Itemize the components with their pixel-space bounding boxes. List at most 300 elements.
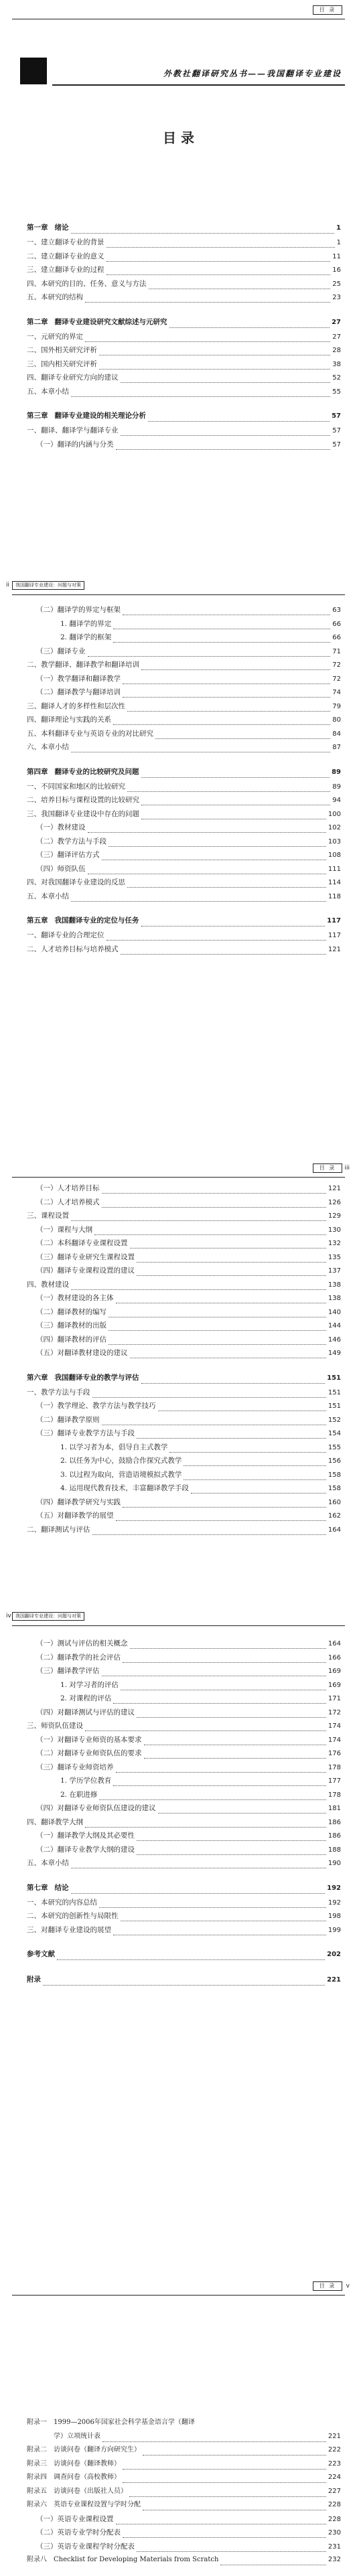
toc-entry[interactable] <box>27 1322 341 1336</box>
toc-entry-text: （三）翻译专业教学方法与手段 <box>36 1429 135 1437</box>
dot-leader <box>88 827 326 833</box>
toc-page-number: 138 <box>328 1281 341 1289</box>
toc-entry-title <box>36 1226 92 1234</box>
header-rule <box>12 1177 345 1178</box>
toc-chapter-entry[interactable] <box>27 1884 341 1899</box>
toc-entry-text: （二）教学方法与手段 <box>36 837 106 846</box>
toc-page-number: 89 <box>332 783 341 791</box>
toc-entry[interactable] <box>27 1309 341 1323</box>
toc-entry[interactable] <box>27 634 341 648</box>
toc-entry[interactable] <box>27 852 341 866</box>
toc-entry-text: （二）翻译教学原则 <box>36 1415 100 1424</box>
toc-entry-title <box>36 866 86 873</box>
toc-entry[interactable] <box>27 1430 341 1444</box>
toc-entry[interactable] <box>27 797 341 811</box>
toc-entry[interactable] <box>27 838 341 852</box>
toc-entry[interactable] <box>27 374 341 388</box>
toc-entry[interactable] <box>27 1512 341 1526</box>
toc-entry[interactable] <box>27 1526 341 1540</box>
toc-entry-text: 一、本研究的内容总结 <box>27 1898 97 1907</box>
running-header-toc <box>313 5 342 15</box>
toc-entry-text: （一）翻译的内涵与分类 <box>36 440 114 449</box>
toc-page-number: 25 <box>332 280 341 288</box>
toc-entry-text: （四）师资队伍 <box>36 864 86 873</box>
toc-entry[interactable] <box>27 2557 341 2571</box>
toc-entry-title <box>36 1417 100 1424</box>
toc-entry[interactable] <box>27 1444 341 1458</box>
toc-chapter-entry[interactable] <box>27 224 341 239</box>
toc-list-5 <box>27 2419 341 2571</box>
toc-entry-title <box>27 917 139 924</box>
dot-leader <box>102 1202 326 1208</box>
toc-entry-title <box>27 388 69 396</box>
toc-entry-title <box>27 2433 100 2440</box>
toc-page-number: 169 <box>328 1668 341 1675</box>
toc-entry[interactable] <box>27 1199 341 1213</box>
toc-page-number: 162 <box>328 1512 341 1520</box>
toc-page-number: 108 <box>328 852 341 859</box>
toc-page-number: 117 <box>327 917 341 924</box>
toc-entry-title <box>60 1695 111 1702</box>
toc-entry[interactable] <box>27 1226 341 1240</box>
dot-leader <box>127 787 330 792</box>
toc-entry-title <box>36 441 114 449</box>
toc-entry[interactable] <box>27 2488 341 2502</box>
toc-chapter-entry[interactable] <box>27 319 341 333</box>
toc-entry[interactable] <box>27 2516 341 2530</box>
toc-entry[interactable] <box>27 253 341 267</box>
chapter-number: 第五章 <box>27 916 48 924</box>
running-header-toc <box>313 1163 350 1173</box>
toc-entry[interactable] <box>27 893 341 907</box>
toc-entry-text: 2. 对课程的评估 <box>60 1694 112 1702</box>
dot-leader <box>106 270 331 275</box>
toc-entry-title <box>36 1737 142 1744</box>
toc-entry-title <box>60 634 111 641</box>
toc-entry-text: 二、教学翻译、翻译教学和翻译培训 <box>27 661 139 669</box>
toc-page-number: 154 <box>328 1430 341 1437</box>
toc-entry[interactable] <box>27 2529 341 2543</box>
toc-entry-title <box>60 1682 119 1689</box>
dot-leader <box>92 1530 326 1535</box>
dot-leader <box>121 1916 326 1921</box>
toc-entry-text: （三）翻译专业师资培养 <box>36 1763 114 1771</box>
toc-entry[interactable] <box>27 1791 341 1805</box>
toc-entry-text: 2. 翻译学的框架 <box>60 633 112 641</box>
dot-leader <box>71 1863 326 1868</box>
dot-leader <box>137 1271 326 1276</box>
toc-page-number: 132 <box>328 1240 341 1247</box>
toc-entry-text: （一）教材建设的各主体 <box>36 1294 114 1302</box>
toc-entry[interactable] <box>27 1819 341 1833</box>
section-gap <box>27 1364 341 1374</box>
dot-leader <box>85 337 330 342</box>
toc-chapter-entry[interactable] <box>27 1374 341 1389</box>
toc-entry[interactable] <box>27 388 341 402</box>
toc-page-number: 89 <box>332 768 341 776</box>
toc-entry[interactable] <box>27 2461 341 2475</box>
toc-entry-title <box>27 2557 218 2563</box>
toc-entry[interactable] <box>27 427 341 441</box>
toc-entry-text: 附录六 英语专业课程设置与学时分配 <box>27 2501 141 2508</box>
dot-leader <box>123 2532 326 2538</box>
toc-entry-title <box>27 1860 69 1867</box>
toc-entry-text: （一）课程与大纲 <box>36 1225 92 1234</box>
toc-entry-title <box>27 2474 121 2481</box>
toc-entry[interactable] <box>27 1417 341 1431</box>
toc-entry[interactable] <box>27 932 341 946</box>
dot-leader <box>169 323 330 328</box>
toc-entry-text: （四）翻译教学研究与实践 <box>36 1498 121 1506</box>
toc-entry-title <box>27 319 167 326</box>
toc-entry[interactable] <box>27 2433 341 2447</box>
toc-entry-text: 附录八 Checklist for Developing Materials from Scratch <box>27 2556 219 2563</box>
dot-leader <box>127 706 330 712</box>
toc-entry-title <box>27 253 104 260</box>
dot-leader <box>143 2505 326 2510</box>
toc-entry-title <box>36 1336 106 1344</box>
toc-page-number: 55 <box>332 388 341 396</box>
toc-entry-text: （一）教学翻译和翻译教学 <box>36 674 121 683</box>
chapter-number: 第二章 <box>27 317 48 326</box>
toc-page-number: 74 <box>332 689 341 696</box>
toc-entry[interactable] <box>27 1389 341 1403</box>
toc-page-number: 164 <box>328 1526 341 1534</box>
dot-leader <box>123 610 330 615</box>
toc-entry-text: 二、培养目标与课程设置的比较研究 <box>27 796 139 804</box>
toc-entry[interactable] <box>27 1457 341 1471</box>
toc-entry-title <box>36 1309 106 1316</box>
dot-leader <box>102 855 326 860</box>
toc-entry[interactable] <box>27 1737 341 1751</box>
page-number: ii <box>6 582 10 588</box>
dot-leader <box>99 1795 326 1800</box>
toc-entry[interactable] <box>27 946 341 960</box>
toc-entry-text: （五）对翻译教学的展望 <box>36 1512 114 1520</box>
toc-entry[interactable] <box>27 1832 341 1846</box>
dot-leader <box>116 1298 326 1303</box>
toc-entry[interactable] <box>27 621 341 635</box>
toc-page-number: 146 <box>328 1336 341 1344</box>
toc-entry-title <box>36 1185 100 1192</box>
toc-entry[interactable] <box>27 1499 341 1513</box>
toc-entry-text: 三、我国翻译专业建设中存在的问题 <box>27 809 139 818</box>
toc-entry-title <box>27 1884 69 1892</box>
toc-entry[interactable] <box>27 2474 341 2488</box>
toc-page-number: 118 <box>328 892 341 900</box>
toc-entry-text: （四）对翻译专业师资队伍建设的建议 <box>36 1804 156 1812</box>
toc-entry-title <box>27 224 69 232</box>
toc-entry[interactable] <box>27 1682 341 1696</box>
dot-leader <box>109 1340 326 1345</box>
header-label: 我国翻译专业建设：问题与对策 <box>15 1613 81 1619</box>
toc-page-number: 224 <box>328 2474 341 2481</box>
page-number: v <box>346 2282 350 2289</box>
dot-leader <box>113 720 330 725</box>
toc-entry[interactable] <box>27 1640 341 1654</box>
toc-entry-text: 一、翻译、翻译学与翻译专业 <box>27 426 119 434</box>
toc-entry-title <box>27 730 153 738</box>
toc-page-number: 87 <box>332 744 341 751</box>
toc-entry-title <box>36 838 106 846</box>
toc-page-number: 228 <box>328 2501 341 2508</box>
toc-page-number: 178 <box>328 1791 341 1799</box>
toc-entry[interactable] <box>27 1471 341 1485</box>
toc-entry[interactable] <box>27 1281 341 1295</box>
dot-leader <box>106 256 331 262</box>
toc-entry-text: 结论 <box>54 1883 69 1892</box>
toc-entry-title <box>27 703 125 710</box>
toc-entry-text: 四、翻译理论与实践的关系 <box>27 716 111 724</box>
toc-page-number: 181 <box>328 1805 341 1812</box>
toc-entry-text: 1. 学历学位教育 <box>60 1777 112 1785</box>
toc-entry-title <box>27 280 147 288</box>
toc-entry[interactable] <box>27 675 341 690</box>
toc-entry-title <box>27 2502 141 2508</box>
dot-leader <box>127 882 326 888</box>
toc-entry[interactable] <box>27 1695 341 1709</box>
toc-chapter-entry[interactable] <box>27 769 341 783</box>
toc-entry-text: 翻译专业建设的相关理论分析 <box>54 412 146 420</box>
dot-leader <box>113 1698 326 1704</box>
dot-leader <box>137 1257 326 1263</box>
toc-entry-title <box>27 2488 127 2495</box>
toc-entry-text: 五、本章小结 <box>27 387 69 396</box>
toc-entry-text: 2. 以任务为中心，鼓励合作探究式教学 <box>60 1457 182 1465</box>
toc-entry-title <box>27 333 83 341</box>
dot-leader <box>155 734 330 739</box>
toc-entry[interactable] <box>27 1860 341 1874</box>
toc-entry[interactable] <box>27 239 341 253</box>
toc-entry-title <box>36 1402 156 1410</box>
toc-entry-title <box>27 661 139 669</box>
toc-entry[interactable] <box>27 1267 341 1281</box>
dot-leader <box>141 814 326 819</box>
dot-leader <box>158 1406 326 1411</box>
toc-entry[interactable] <box>27 1805 341 1819</box>
toc-entry-text: 一、元研究的界定 <box>27 332 83 341</box>
toc-entry[interactable] <box>27 1212 341 1226</box>
toc-entry[interactable] <box>27 661 341 675</box>
toc-page-number: 27 <box>332 333 341 341</box>
toc-entry-title <box>27 1374 139 1382</box>
toc-entry[interactable] <box>27 266 341 280</box>
toc-entry-title <box>36 1709 135 1716</box>
toc-entry[interactable] <box>27 866 341 880</box>
toc-page-number: 117 <box>328 932 341 939</box>
toc-entry[interactable] <box>27 703 341 717</box>
dot-leader <box>158 1808 326 1814</box>
running-header-series <box>6 581 84 590</box>
toc-entry[interactable] <box>27 1336 341 1350</box>
toc-entry[interactable] <box>27 2419 341 2433</box>
toc-entry-text: （二）翻译专业教学大纲的建设 <box>36 1845 135 1854</box>
toc-page-number: 63 <box>332 607 341 614</box>
toc-entry[interactable] <box>27 2502 341 2516</box>
toc-entry-text: （三）翻译教学评估 <box>36 1667 100 1675</box>
chapter-number: 第一章 <box>27 224 48 232</box>
toc-entry[interactable] <box>27 730 341 744</box>
toc-entry-text: 三、建立翻译专业的过程 <box>27 266 104 274</box>
toc-entry-title <box>27 744 69 751</box>
toc-entry[interactable] <box>27 1709 341 1723</box>
toc-entry-text: 二、国外相关研究评析 <box>27 346 97 354</box>
toc-entry-title <box>27 946 119 953</box>
toc-chapter-entry[interactable] <box>27 1951 341 1965</box>
toc-entry-text: （三）英语专业课程学时分配表 <box>36 2542 135 2551</box>
dot-leader <box>169 1447 326 1453</box>
dot-leader <box>220 2560 326 2565</box>
toc-page-1 <box>0 0 357 576</box>
toc-entry[interactable] <box>27 1402 341 1417</box>
toc-entry-text: 二、人才培养目标与培养模式 <box>27 945 119 953</box>
toc-entry[interactable] <box>27 1927 341 1941</box>
toc-entry-text: 绪论 <box>54 224 69 232</box>
toc-entry[interactable] <box>27 2543 341 2557</box>
toc-entry-title <box>27 347 97 354</box>
toc-entry[interactable] <box>27 716 341 730</box>
toc-page-number: 152 <box>328 1416 341 1424</box>
toc-entry[interactable] <box>27 294 341 308</box>
dot-leader <box>57 1955 325 1960</box>
toc-page-4 <box>0 1607 357 2276</box>
toc-entry-title <box>60 1471 182 1479</box>
toc-entry-text: 我国翻译专业的定位与任务 <box>54 916 139 924</box>
toc-entry-text: （三）翻译评估方式 <box>36 851 100 859</box>
toc-entry-title <box>27 893 69 900</box>
toc-entry-text: 五、本章小结 <box>27 1859 69 1867</box>
toc-entry[interactable] <box>27 824 341 838</box>
toc-page-number: 158 <box>328 1471 341 1479</box>
toc-entry-title <box>36 648 86 655</box>
toc-chapter-entry[interactable] <box>27 412 341 427</box>
toc-entry[interactable] <box>27 689 341 703</box>
toc-page-number: 186 <box>328 1818 341 1826</box>
toc-entry-text: 一、建立翻译专业的背景 <box>27 238 104 246</box>
toc-entry-title <box>27 769 139 776</box>
toc-entry-title <box>27 1927 111 1934</box>
toc-entry[interactable] <box>27 1654 341 1668</box>
toc-page-number: 57 <box>332 440 341 449</box>
dot-leader <box>106 242 335 248</box>
toc-entry[interactable] <box>27 1913 341 1927</box>
toc-entry-text: 六、本章小结 <box>27 743 69 751</box>
toc-entry-title <box>27 2461 121 2468</box>
dot-leader <box>137 1850 326 1855</box>
toc-entry-title <box>36 1846 135 1854</box>
toc-entry[interactable] <box>27 744 341 758</box>
toc-entry[interactable] <box>27 1750 341 1764</box>
toc-entry[interactable] <box>27 1350 341 1364</box>
toc-entry[interactable] <box>27 1185 341 1199</box>
toc-page-number: 57 <box>332 427 341 434</box>
toc-page-number: 177 <box>328 1777 341 1785</box>
toc-entry-text: 五、本章小结 <box>27 892 69 900</box>
toc-entry[interactable] <box>27 2447 341 2461</box>
toc-entry-text: 五、本科翻译专业与英语专业的对比研究 <box>27 729 153 738</box>
toc-entry[interactable] <box>27 361 341 375</box>
toc-list-1 <box>27 224 341 455</box>
dot-leader <box>94 1230 326 1235</box>
toc-page-number: 138 <box>328 1295 341 1302</box>
toc-page-number: 221 <box>327 1976 341 1984</box>
toc-page-number: 232 <box>328 2556 341 2563</box>
toc-entry[interactable] <box>27 1240 341 1254</box>
toc-page-number: 100 <box>328 810 341 818</box>
toc-entry[interactable] <box>27 811 341 825</box>
toc-page-number: 129 <box>328 1212 341 1220</box>
running-header-toc <box>313 2281 350 2291</box>
toc-entry[interactable] <box>27 1295 341 1309</box>
toc-entry-text: （一）教材建设 <box>36 823 86 831</box>
toc-entry[interactable] <box>27 1899 341 1913</box>
toc-entry[interactable] <box>27 1668 341 1682</box>
toc-entry-text: （五）对翻译教材建设的建议 <box>36 1349 128 1357</box>
toc-page-number: 222 <box>328 2446 341 2453</box>
dot-leader <box>106 935 326 941</box>
toc-page-number: 230 <box>328 2529 341 2537</box>
toc-entry-title <box>27 797 139 804</box>
toc-entry-text: （三）翻译专业 <box>36 647 86 655</box>
toc-page-5 <box>0 2276 357 2576</box>
toc-entry[interactable] <box>27 280 341 295</box>
toc-entry-text: （一）英语专业课程设置 <box>36 2514 114 2523</box>
toc-entry-title <box>36 824 86 831</box>
toc-page-number: 151 <box>328 1402 341 1410</box>
toc-chapter-entry[interactable] <box>27 1976 341 1991</box>
toc-entry[interactable] <box>27 1722 341 1737</box>
toc-entry[interactable] <box>27 347 341 361</box>
toc-entry[interactable] <box>27 441 341 455</box>
toc-page-number: 94 <box>332 797 341 804</box>
toc-chapter-entry[interactable] <box>27 917 341 932</box>
toc-page-number: 176 <box>328 1750 341 1757</box>
toc-entry[interactable] <box>27 607 341 621</box>
toc-entry[interactable] <box>27 1485 341 1499</box>
toc-entry-title <box>60 621 111 628</box>
toc-entry-text: 一、翻译专业的合理定位 <box>27 931 104 939</box>
toc-entry-title <box>27 266 104 274</box>
dot-leader <box>123 2478 326 2483</box>
toc-page-number: 155 <box>328 1443 341 1451</box>
toc-entry-text: （二）翻译学的界定与框架 <box>36 606 121 614</box>
toc-entry-text: 2. 在职进修 <box>60 1790 98 1799</box>
toc-page-number: 227 <box>328 2487 341 2495</box>
toc-entry-text: 参考文献 <box>27 1950 55 1958</box>
dot-leader <box>102 2437 326 2442</box>
toc-entry[interactable] <box>27 1254 341 1268</box>
toc-entry-title <box>27 1913 119 1920</box>
dot-leader <box>85 297 330 303</box>
toc-entry-title <box>27 2419 195 2426</box>
dot-leader <box>149 284 331 289</box>
toc-page-number: 28 <box>332 347 341 354</box>
toc-entry-title <box>27 932 104 939</box>
toc-entry-title <box>36 1199 100 1206</box>
dot-leader <box>88 869 326 874</box>
toc-entry[interactable] <box>27 333 341 347</box>
series-rule <box>52 84 345 86</box>
toc-entry[interactable] <box>27 879 341 893</box>
header-rule <box>12 594 345 595</box>
toc-entry[interactable] <box>27 783 341 797</box>
toc-entry-text: 三、对翻译专业建设的展望 <box>27 1925 111 1934</box>
toc-entry[interactable] <box>27 648 341 662</box>
toc-page-number: 130 <box>328 1226 341 1234</box>
toc-entry[interactable] <box>27 1764 341 1778</box>
toc-entry[interactable] <box>27 1846 341 1860</box>
toc-entry[interactable] <box>27 1777 341 1791</box>
